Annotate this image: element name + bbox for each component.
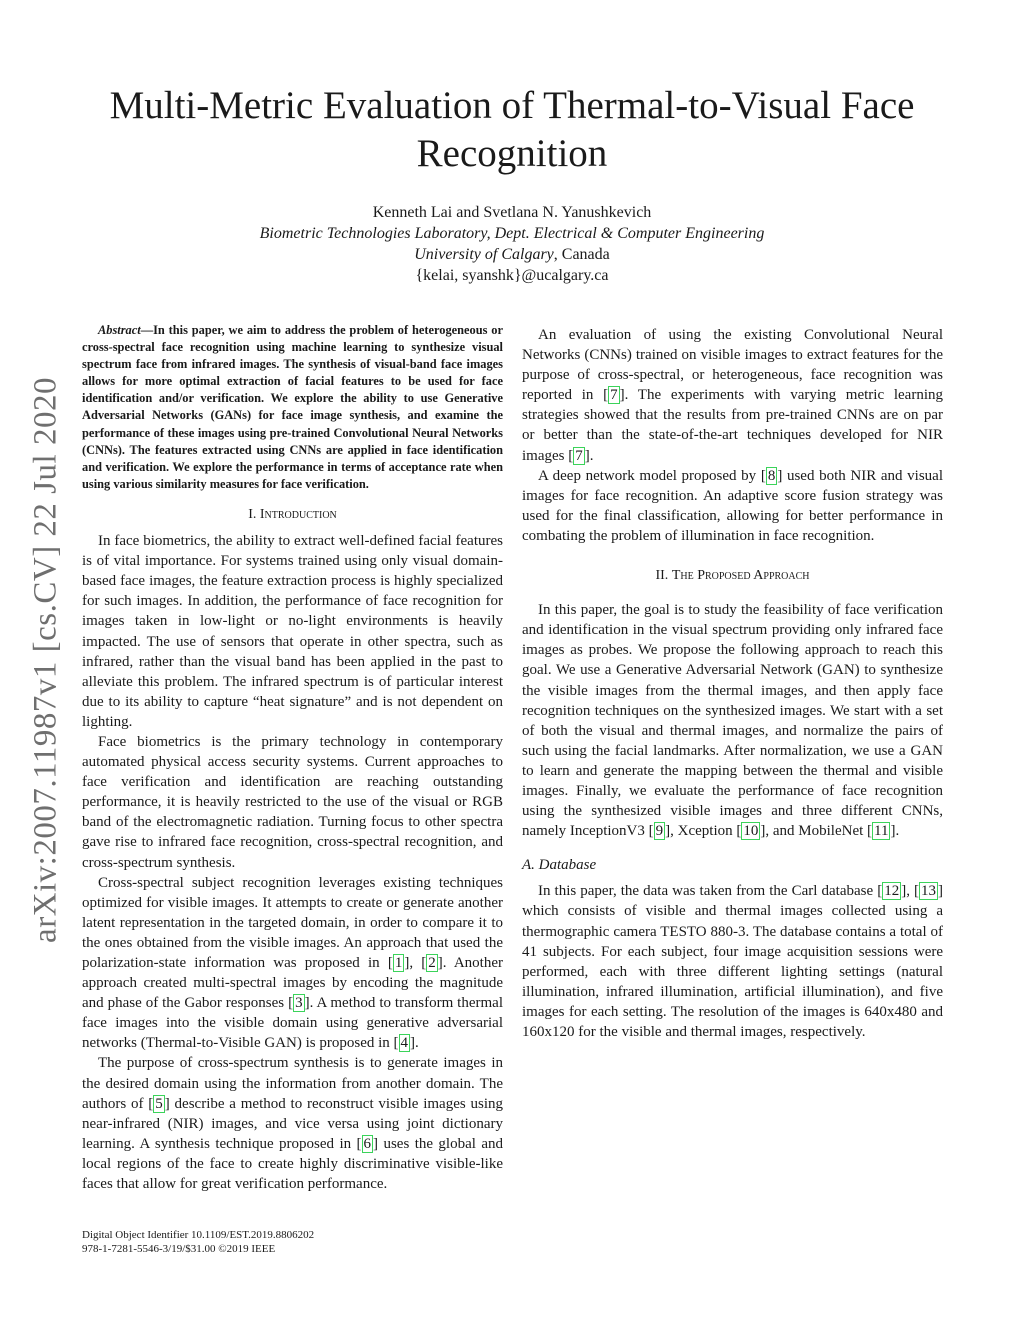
citation-link[interactable]: 6 <box>363 1135 372 1152</box>
citation-link[interactable]: 11 <box>874 823 889 840</box>
section-heading-proposed-approach <box>522 566 943 586</box>
text-run: A deep network model proposed by <box>538 467 761 484</box>
author-block <box>60 202 964 286</box>
affiliation-lab: Biometric Technologies Laboratory, Dept. Electrical & Computer Engineering <box>259 225 765 242</box>
approach-paragraph: In this paper, the goal is to study the feasibility of face verification and identification in the visual spectrum providing only infrared face images as probes. We propose the following approach to reach this goal. We use a Generative Adversarial Network (GAN) to synthesize the visible images from the thermal images, and then apply face recognition techniques on the synthesized images. We start with a set of both the visual and thermal images, and normalize the pairs of such using the facial landmarks. After normalization, we use a GAN to learn and generate the mapping between the thermal and visible images. Finally, we evaluate the performance of face recognition using the synthesized visible images and three different CNNs, namely InceptionV3 [ 9 ], Xception [ 10 ], and MobileNet [ 11 ]. <box>522 602 943 840</box>
citation-link[interactable]: 10 <box>743 823 759 840</box>
arxiv-identifier-stamp <box>18 360 74 960</box>
intro-paragraph: Face biometrics is the primary technology in contemporary automated physical access security systems. Current approaches to face verification and identification are reaching outstanding performance, it is heavily restricted to the use of the visual or RGB band of the electromagnetic radiation. Turning focus to other spectra gave rise to infrared face recognition, cross-spectral recognition, and cross-spectrum synthesis. <box>82 733 503 871</box>
text-run: . <box>589 447 594 464</box>
citation-link[interactable]: 12 <box>884 883 900 900</box>
affiliation-university <box>60 244 964 265</box>
left-column <box>82 322 503 1194</box>
citation-link[interactable]: 5 <box>155 1095 163 1112</box>
abstract-text: —In this paper, we aim to address the problem of heterogeneous or cross-spectral face recognition using machine learning to synthesize visual spectrum face from infrared images. The synthesis of visual-band face images allows for more optimal extraction of facial features to be used for face identification and/or verification. We explore the ability to use Generative Adversarial Networks (GANs) for face image synthesis, and examine the performance of these images using pre-trained Convolutional Neural Networks (CNNs). The features extracted using CNNs are applied in face identification and verification. We explore the performance in terms of acceptance rate when using various similarity measures for face verification. <box>82 323 503 491</box>
text-run: , <box>409 955 422 971</box>
university-name: University of Calgary <box>414 246 554 263</box>
citation-link[interactable]: 7 <box>575 447 583 464</box>
abstract <box>82 322 503 493</box>
section-number: I. <box>248 506 257 522</box>
text-run: describe a method to reconstruct visible images using near-infrared (NIR) images, and vice versa using joint dictionary learning. A synthesis technique proposed in <box>82 1095 504 1152</box>
author-emails: {kelai, syanshk}@ucalgary.ca <box>415 267 609 284</box>
text-run: Cross-spectral subject recognition leverages existing techniques optimized for visible images. It attempts to create or generate another latent representation in the targeted domain, in order to compare it to the ones obtained from the visible images. An approach that used the polarization-state information was proposed in <box>82 874 503 971</box>
citation-link[interactable]: 9 <box>655 823 664 840</box>
citation-link[interactable]: 1 <box>394 955 403 971</box>
text-run: . <box>895 823 900 840</box>
text-run: In this paper, the goal is to study the feasibility of face verification and identification in the visual spectrum providing only infrared face images as probes. We propose the following approach to reach this goal. We use a Generative Adversarial Network (GAN) to synthesize the visible images from the thermal images, and then apply face recognition techniques on the synthesized images. We start with a set of both the visual and thermal images, and normalize the pairs of such using the facial landmarks. After normalization, we use a GAN to learn and generate the mapping between the thermal and visible images. Finally, we evaluate the performance of face recognition using the synthesized visible images and three different CNNs, namely InceptionV3 <box>522 602 943 840</box>
text-run: In this paper, the data was taken from the Carl database <box>538 883 878 900</box>
doi-line: Digital Object Identifier 10.1109/EST.2019.8806202 <box>82 1229 315 1241</box>
text-run: . Another approach created multi-spectral images by encoding the magnitude and phase of the Gabor responses <box>82 955 504 1012</box>
text-run: . <box>415 1035 419 1052</box>
text-run: An evaluation of using the existing Convolutional Neural Networks (CNNs) trained on visible images to extract features for the purpose of cross-spectral, or heterogeneous, face recognition was reported in <box>522 327 943 404</box>
text-run: . A method to transform thermal face images into the visible domain using generative adversarial networks (Thermal-to-Visible GAN) is proposed in <box>82 995 503 1052</box>
citation-link[interactable]: 13 <box>921 883 936 900</box>
country-name: , Canada <box>553 246 610 263</box>
citation-link[interactable]: 7 <box>610 387 618 404</box>
section-title: Introduction <box>259 506 337 522</box>
citation-link[interactable]: 8 <box>767 467 776 484</box>
database-paragraph: In this paper, the data was taken from the Carl database [ 12 ], [ 13 ] which consists of visible and thermal images collected using a thermographic camera TESTO 880-3. The database contains a total of 41 subjects. For each subject, four image acquisition sessions were performed, each with three different lighting settings (natural illumination, infrared illumination, artificial illumination), and five images for each setting. The resolution of the images is 640x480 and 160x120 for the visible and thermal images, respectively. <box>522 883 943 1040</box>
intro-paragraph: In face biometrics, the ability to extract well-defined facial features is of vital importance. For systems trained using only visual domain-based face images, the feature extraction process is highly specialized for such images. In addition, the performance of face recognition for images taken in low-light or no-light environments is heavily impacted. The use of sensors that operate in other spectra, such as infrared, rather than the visual band has been applied in the past to alleviate this problem. The infrared spectrum is of particular interest due to its ability to capture “heat signature” and is not dependent on lighting. <box>82 533 503 730</box>
intro-paragraph: An evaluation of using the existing Convolutional Neural Networks (CNNs) trained on visible images to extract features for the purpose of cross-spectral, or heterogeneous, face recognition was reported in [ 7 ]. The experiments with varying metric learning strategies showed that the results from pre-trained CNNs are on par or better than the state-of-the-art techniques developed for NIR images [ 7 ]. <box>522 327 943 464</box>
citation-link[interactable]: 2 <box>428 955 436 971</box>
section-heading-introduction <box>82 505 503 525</box>
footer-publication-info <box>82 1228 503 1256</box>
arxiv-identifier-text: arXiv:2007.11987v1 [cs.CV] 22 Jul 2020 <box>27 377 64 943</box>
intro-paragraph: The purpose of cross-spectrum synthesis is to generate images in the desired domain using the information from another domain. The authors of [ 5 ] describe a method to reconstruct visible images using near-infrared (NIR) images, and vice versa using joint dictionary learning. A synthesis technique proposed in [ 6 ] uses the global and local regions of the face to create highly discriminative visible-like faces that allow for great verification performance. <box>82 1055 504 1193</box>
intro-paragraph: A deep network model proposed by [ 8 ] used both NIR and visual images for face recognition. An adaptive score fusion strategy was used for the final classification, allowing for better performance in combating the problem of illumination in face recognition. <box>522 467 943 544</box>
section-number: II. <box>655 568 669 584</box>
paper-title: Multi-Metric Evaluation of Thermal-to-Visual Face Recognition <box>109 84 915 175</box>
subsection-heading-database: A. Database <box>522 857 597 874</box>
text-run: which consists of visible and thermal images collected using a thermographic camera TESTO 880-3. The database contains a total of 41 subjects. For each subject, four image acquisition sessions were performed, each with three different lighting settings (natural illumination, infrared illumination, artificial illumination), and five images for each setting. The resolution of the images is 640x480 and 160x120 for the visible and thermal images, respectively. <box>522 903 943 1040</box>
intro-paragraph: Cross-spectral subject recognition leverages existing techniques optimized for visible images. It attempts to create or generate another latent representation in the targeted domain, in order to compare it to the ones obtained from the visible images. An approach that used the polarization-state information was proposed in [ 1 ], [ 2 ]. Another approach created multi-spectral images by encoding the magnitude and phase of the Gabor responses [ 3 ]. A method to transform thermal face images into the visible domain using generative adversarial networks (Thermal-to-Visible GAN) is proposed in [ 4 ]. <box>82 874 504 1052</box>
citation-link[interactable]: 3 <box>295 995 303 1012</box>
text-run: uses the global and local regions of the face to create highly discriminative visible-like faces that allow for great verification performance. <box>82 1135 503 1193</box>
author-names: Kenneth Lai and Svetlana N. Yanushkevich <box>372 204 652 221</box>
text-run: , <box>906 883 914 900</box>
text-run: , Xception <box>670 823 737 840</box>
text-run: . The experiments with varying metric learning strategies showed that the results from pre-trained CNNs are on par or better than the state-of-the-art techniques developed for NIR images <box>522 387 943 464</box>
section-title: The Proposed Approach <box>671 568 810 584</box>
citation-link[interactable]: 4 <box>400 1035 409 1052</box>
text-run: , and MobileNet <box>765 823 868 840</box>
right-column <box>522 325 943 1042</box>
text-run: The purpose of cross-spectrum synthesis is to generate images in the desired domain using the information from another domain. The authors of <box>82 1055 503 1112</box>
isbn-copyright-line: 978-1-7281-5546-3/19/$31.00 ©2019 IEEE <box>82 1243 276 1255</box>
text-run: used both NIR and visual images for face recognition. An adaptive score fusion strategy was used for the final classification, allowing for better performance in combating the problem of illumination in face recognition. <box>522 467 943 544</box>
abstract-label: Abstract <box>98 323 141 337</box>
